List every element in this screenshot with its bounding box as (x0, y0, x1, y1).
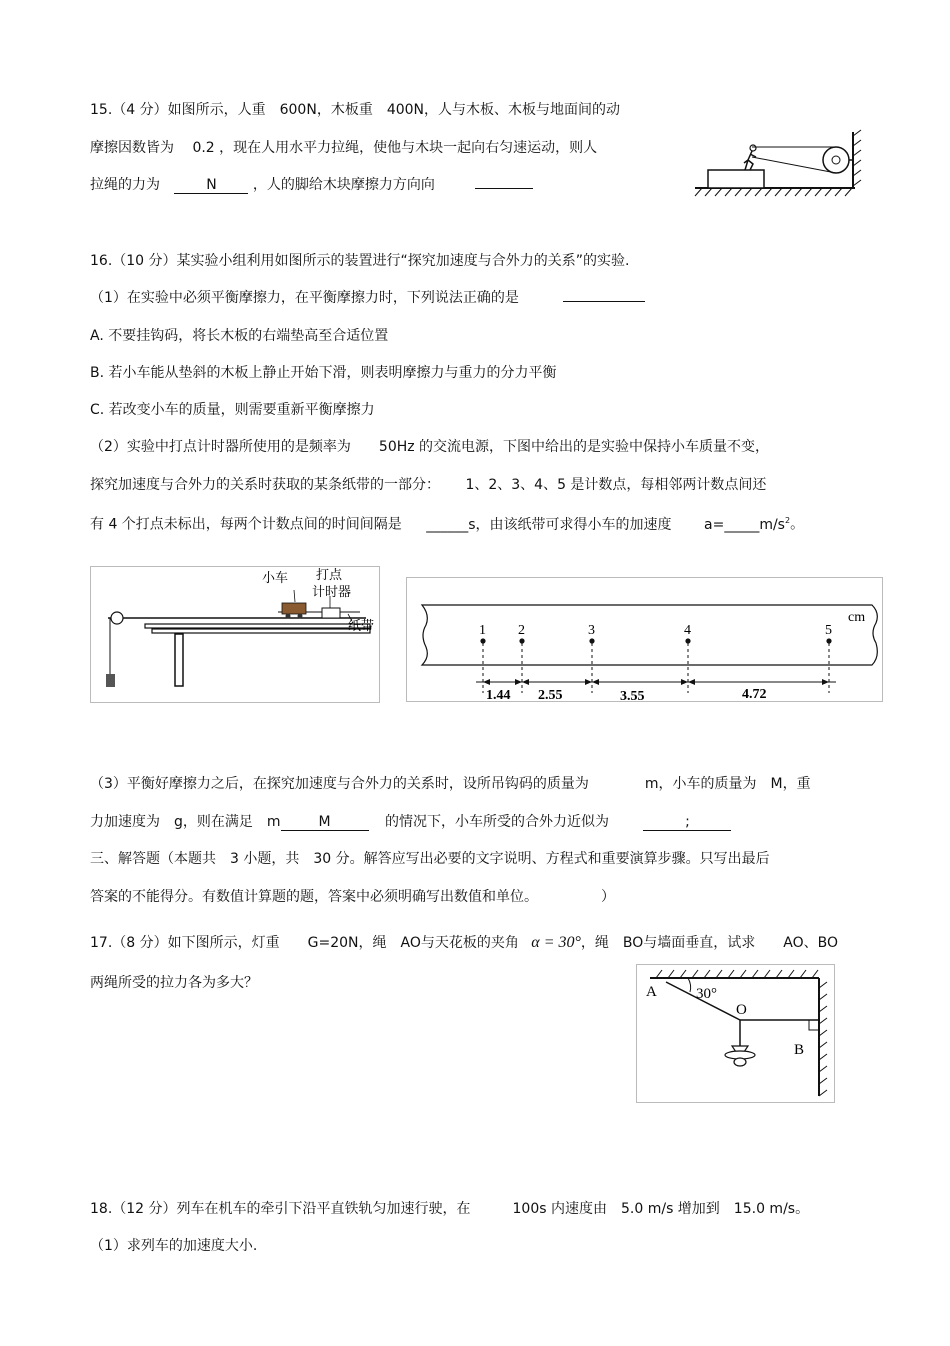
q16-period: 。 (790, 516, 805, 533)
q16-tape-point-3: 3 (588, 623, 595, 638)
q16-label-tape: 纸带 (348, 618, 375, 633)
q16-label-timer-1: 打点 (316, 567, 343, 582)
q17-label-angle: 30° (696, 986, 717, 1002)
q16-part2-line3-text: 有 4 个打点未标出，每两个计数点间的时间间隔是 (90, 516, 402, 533)
q17-line1 (90, 934, 838, 952)
q16-tape-distance-3: 3.55 (620, 689, 645, 703)
q17-line1-text-a: 17.（8 分）如下图所示，灯重 G=20N，绳 AO与天花板的夹角 (90, 935, 519, 951)
section3-instructions-line1: 三、解答题（本题共 3 小题，共 30 分。解答应写出必要的文字说明、方程式和重要演算步骤。只写出最后 (90, 851, 770, 867)
q17-label-b: B (794, 1042, 805, 1058)
q15-answer-blank-force: N (174, 177, 248, 194)
q16-tape-distance-1: 1.44 (486, 688, 511, 703)
q16-tape-point-1: 1 (479, 623, 486, 638)
q16-option-c: C. 若改变小车的质量，则需要重新平衡摩擦力 (90, 402, 375, 418)
q16-tape-point-4: 4 (684, 623, 691, 638)
q15-line3-text-a: 拉绳的力为 (90, 177, 160, 193)
q16-tape-point-2: 2 (518, 623, 525, 638)
q16-part3-line2-text-b: 的情况下，小车所受的合外力近似为 (384, 814, 609, 830)
q18-line1: 18.（12 分）列车在机车的牵引下沿平直铁轨匀加速行驶，在 100s 内速度由 5.0 m/s 增加到 15.0 m/s。 (90, 1201, 810, 1217)
q16-part3-line1: （3）平衡好摩擦力之后，在探究加速度与合外力的关系时，设所吊钩码的质量为 m，小车的质量为 M，重 (90, 776, 811, 792)
q15-figure (690, 128, 870, 202)
q18-part1: （1）求列车的加速度大小. (90, 1238, 258, 1254)
q17-figure (636, 964, 836, 1104)
q16-acceleration-blank: a=_____m/s (704, 516, 785, 533)
q15-line3 (90, 176, 533, 194)
q16-part1-text: （1）在实验中必须平衡摩擦力，在平衡摩擦力时，下列说法正确的是 (90, 290, 519, 306)
q16-unit-exponent: 2 (784, 516, 791, 525)
q16-tape-point-5: 5 (825, 623, 832, 638)
q16-label-car: 小车 (262, 570, 289, 585)
q17-label-a: A (646, 984, 657, 1000)
section3-instructions-line2: 答案的不能得分。有数值计算题的题，答案中必须明确写出数值和单位。 ） (90, 889, 615, 905)
q17-line2: 两绳所受的拉力各为多大？ (90, 975, 258, 991)
q15-line1: 15.（4 分）如图所示，人重 600N，木板重 400N，人与木板、木板与地面间的动 (90, 102, 621, 118)
q16-tape-distance-2: 2.55 (538, 688, 563, 703)
q16-tape-distance-4: 4.72 (742, 687, 767, 702)
q16-option-b: B. 若小车能从垫斜的木板上静止开始下滑，则表明摩擦力与重力的分力平衡 (90, 365, 557, 381)
q16-part2-line3 (90, 512, 804, 534)
q16-part2-line1: （2）实验中打点计时器所使用的是频率为 50Hz 的交流电源，下图中给出的是实验中保持小车质量不变， (90, 439, 770, 455)
q16-option-a: A. 不要挂钩码，将长木板的右端垫高至合适位置 (90, 328, 389, 344)
q15-line2: 摩擦因数皆为 0.2 ，现在人用水平力拉绳，使他与木块一起向右匀速运动，则人 (90, 140, 598, 156)
q16-part3-line2 (90, 813, 731, 831)
q17-label-o: O (736, 1002, 747, 1018)
q16-tape-unit: cm (848, 610, 866, 625)
q16-force-blank: ; (643, 814, 731, 831)
q16-label-timer-2: 计时器 (312, 584, 352, 599)
q16-part2-line2: 探究加速度与合外力的关系时获取的某条纸带的一部分： 1、2、3、4、5 是计数点，每相邻两计数点间还 (90, 477, 767, 493)
q17-line1-text-b: ，绳 BO与墙面垂直，试求 AO、BO (580, 935, 838, 951)
q16-part1-blank (563, 301, 645, 302)
q15-line3-text-b: ，人的脚给木块摩擦力方向向 (252, 177, 435, 193)
q16-tape-figure (406, 577, 884, 703)
q16-part3-line2-text-a: 力加速度为 g，则在满足 m (90, 814, 281, 830)
q17-alpha: α = 30° (531, 934, 581, 951)
q16-condition-blank: M (281, 814, 369, 831)
q16-part1 (90, 289, 645, 307)
q16-apparatus-figure (90, 566, 382, 704)
q16-line1: 16.（10 分）某实验小组利用如图所示的装置进行“探究加速度与合外力的关系”的实验. (90, 253, 630, 269)
q16-interval-blank: ______s，由该纸带可求得小车的加速度 (426, 516, 672, 533)
q15-answer-blank-direction (475, 188, 533, 189)
